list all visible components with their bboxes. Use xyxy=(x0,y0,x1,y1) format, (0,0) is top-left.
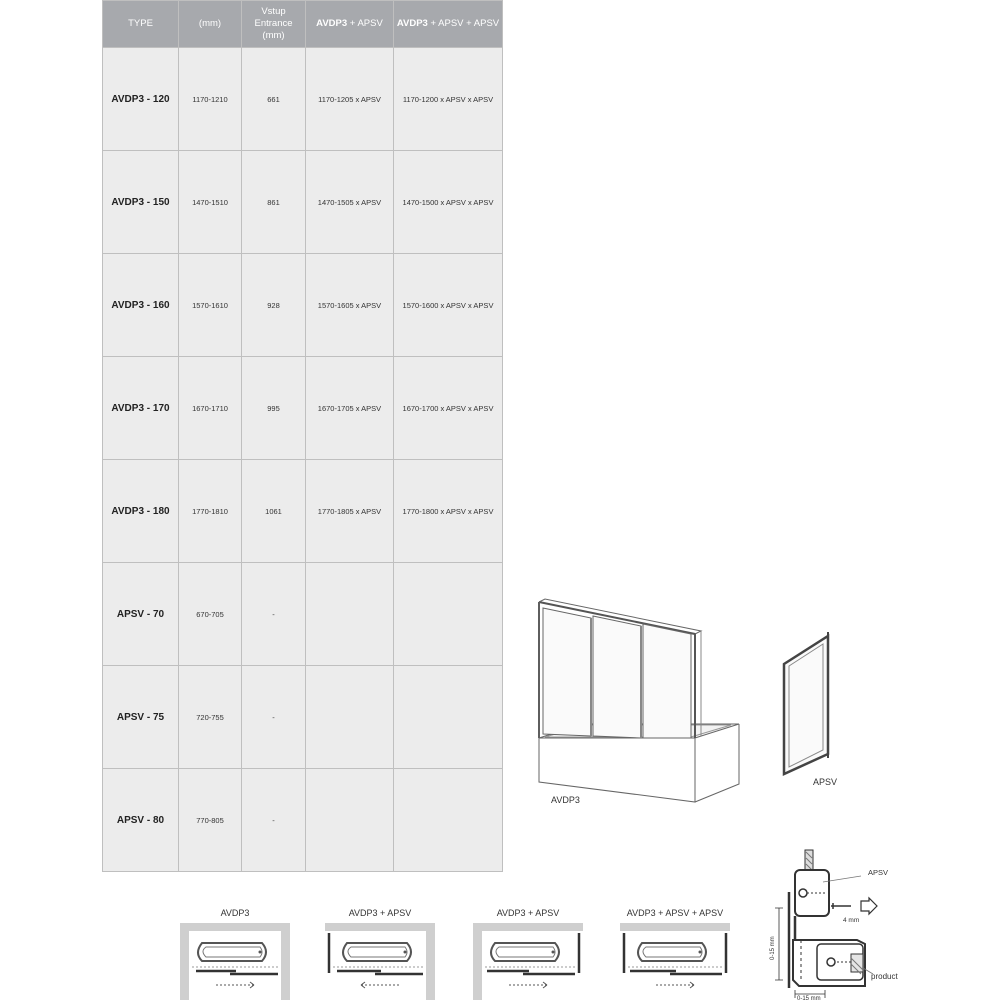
cell-type: APSV - 80 xyxy=(103,769,179,872)
detail-tolerance-v-label: 0-15 mm xyxy=(770,936,776,960)
cell-combo-1 xyxy=(306,666,394,769)
cell-combo-2 xyxy=(394,563,503,666)
header-combo-1-bold: AVDP3 xyxy=(316,18,348,29)
table-row xyxy=(103,563,503,666)
cell-type: AVDP3 - 180 xyxy=(103,460,179,563)
cell-combo-1: 1770-1805 x APSV xyxy=(306,460,394,563)
plan-view-4 xyxy=(620,905,730,1000)
cell-entrance: 995 xyxy=(242,357,306,460)
cell-mm: 1470-1510 xyxy=(179,151,242,254)
cell-mm: 1670-1710 xyxy=(179,357,242,460)
cell-combo-2: 1470-1500 x APSV x APSV xyxy=(394,151,503,254)
cell-combo-1: 1170-1205 x APSV xyxy=(306,48,394,151)
detail-apsv-label: APSV xyxy=(868,868,889,877)
cell-combo-2: 1570-1600 x APSV x APSV xyxy=(394,254,503,357)
cell-combo-2 xyxy=(394,769,503,872)
cell-combo-1 xyxy=(306,563,394,666)
cell-combo-1: 1470-1505 x APSV xyxy=(306,151,394,254)
table-row xyxy=(103,460,503,563)
cell-mm: 1570-1610 xyxy=(179,254,242,357)
header-type: TYPE xyxy=(103,1,179,48)
header-combo-2-bold: AVDP3 xyxy=(396,18,428,29)
plan-diagram xyxy=(620,923,730,1003)
header-combo-1-rest: + APSV xyxy=(347,18,383,29)
apsv-label: APSV xyxy=(813,777,838,787)
cell-type: APSV - 75 xyxy=(103,666,179,769)
table-row xyxy=(103,769,503,872)
header-mm: (mm) xyxy=(179,1,242,48)
cell-mm: 1770-1810 xyxy=(179,460,242,563)
header-combo-1 xyxy=(306,1,394,48)
plan-view-2 xyxy=(325,905,435,1000)
plan-label: AVDP3 + APSV xyxy=(348,908,412,918)
header-entrance: Vstup Entrance (mm) xyxy=(242,1,306,48)
cell-entrance: 928 xyxy=(242,254,306,357)
cell-type: APSV - 70 xyxy=(103,563,179,666)
detail-gap-label: 4 mm xyxy=(843,917,860,924)
apsv-illustration xyxy=(778,628,838,778)
table-row xyxy=(103,151,503,254)
plan-diagram xyxy=(473,923,583,1003)
table-row xyxy=(103,666,503,769)
table-body xyxy=(103,48,503,872)
cell-combo-1 xyxy=(306,769,394,872)
plan-view-1 xyxy=(180,905,290,1000)
plan-diagram xyxy=(180,923,290,1003)
plan-label: AVDP3 + APSV + APSV xyxy=(626,908,724,918)
cell-type: AVDP3 - 150 xyxy=(103,151,179,254)
plan-view-3 xyxy=(473,905,583,1000)
cell-combo-1: 1570-1605 x APSV xyxy=(306,254,394,357)
cell-mm: 1170-1210 xyxy=(179,48,242,151)
plan-label: AVDP3 xyxy=(220,908,250,918)
cell-combo-2 xyxy=(394,666,503,769)
table-row xyxy=(103,357,503,460)
cell-entrance: 661 xyxy=(242,48,306,151)
cell-type: AVDP3 - 120 xyxy=(103,48,179,151)
plan-diagram xyxy=(325,923,435,1003)
cell-combo-2: 1670-1700 x APSV x APSV xyxy=(394,357,503,460)
plan-label: AVDP3 + APSV xyxy=(496,908,560,918)
spec-table xyxy=(102,0,503,872)
cell-combo-1: 1670-1705 x APSV xyxy=(306,357,394,460)
avdp3-illustration xyxy=(535,598,775,810)
cell-mm: 670-705 xyxy=(179,563,242,666)
cell-mm: 720-755 xyxy=(179,666,242,769)
cell-entrance: - xyxy=(242,769,306,872)
cell-entrance: 861 xyxy=(242,151,306,254)
table-row xyxy=(103,254,503,357)
cell-mm: 770-805 xyxy=(179,769,242,872)
cell-combo-2: 1170-1200 x APSV x APSV xyxy=(394,48,503,151)
cell-type: AVDP3 - 170 xyxy=(103,357,179,460)
cell-entrance: - xyxy=(242,666,306,769)
cell-entrance: 1061 xyxy=(242,460,306,563)
table-header xyxy=(103,1,503,48)
avdp3-label: AVDP3 xyxy=(551,795,580,805)
cell-entrance: - xyxy=(242,563,306,666)
cell-type: AVDP3 - 160 xyxy=(103,254,179,357)
detail-tolerance-h-label: 0-15 mm xyxy=(797,996,821,1000)
header-combo-2-rest: + APSV + APSV xyxy=(427,18,500,29)
profile-detail-diagram xyxy=(765,848,910,1000)
detail-product-label: product xyxy=(871,972,898,981)
table-row xyxy=(103,48,503,151)
cell-combo-2: 1770-1800 x APSV x APSV xyxy=(394,460,503,563)
header-combo-2 xyxy=(394,1,503,48)
